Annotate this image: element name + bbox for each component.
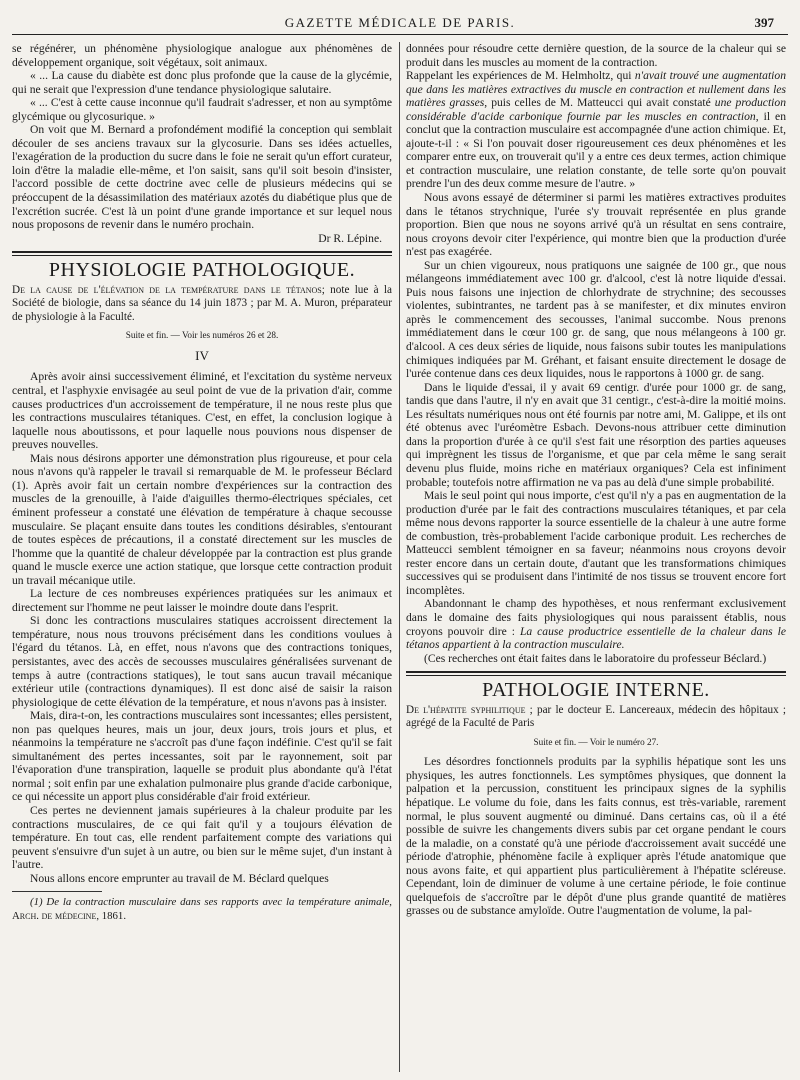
paragraph: Après avoir ainsi successivement éliminé, et l'excitation du système nerveux central, et l'asphyxie envisagée au seul point de vue de la privation d'air, comme causes productrices d'un accroissement de température, il ne nous reste plus que les contractions musculaires tétaniques. C'est, en effet, la conclusion logique à laquelle nous aboutissons, et pour laquelle nous pouvions nous dispenser de preuves nouvelles. [12,370,392,452]
paragraph: Si donc les contractions musculaires statiques accroissent directement la température, nous nous trouvons précisément dans les conditions voulues à l'égard du tétanos. Là, en effet, nous n'avons que des contractions toniques, persistantes, avec des accès de secousses musculaires généralisées survenant de temps à autre (contractions statiques), le tout sans aucun travail mécanique extérieur utile (contractions dynamiques). Il est donc aisé de saisir la raison physiologique de cette élévation de la température, et nous n'avons pas à insister. [12,614,392,709]
paragraph: Nous allons encore emprunter au travail de M. Béclard quelques [30,871,329,885]
continuation-note: Suite et fin. — Voir le numéro 27. [533,736,659,747]
paragraph [406,597,786,651]
paragraph: données pour résoudre cette dernière question, de la source de la chaleur qui se produit dans les muscles au moment de la contraction. [406,42,786,69]
page-number: 397 [754,15,774,30]
paragraph: La lecture de ces nombreuses expériences pratiquées sur les animaux et directement sur l'homme ne peut laisser le moindre doute dans l'esprit. [12,587,392,614]
paragraph: Sur un chien vigoureux, nous pratiquons une saignée de 100 gr., que nous mélangeons immédiatement avec 100 gr. d'alcool, c'est là notre liquide d'essai. Puis nous faisons une injection de chlorhydrate de strychnine; des secousses violentes, subintrantes, ne tardent pas à se manifester, et dix minutes environ après le commencement des secousses, l'animal succombe. Nous prenons immédiatement dans le cœur 100 gr. de sang, que nous mélangeons à 100 gr. d'alcool. A ces deux séries de liquide, nous faisons subir toutes les manipulations chimiques indiquées par M. Gréhant, et faisant ensuite directement le dosage de l'urée contenue dans ces deux liquides, nous le rapportons à 1000 gr. de sang. [406,258,786,381]
section-rule [406,671,786,676]
footnote [12,896,392,923]
footnote-title: (1) De la contraction musculaire dans ses rapports avec la température animale [30,896,390,909]
text-run: , il en conclut que la contraction musculaire est accompagnée d'une action chimique. Et, ajoute-t-il : « Si l'on pouvait doser rigoureusement ces deux phénomènes et les comparer entre eux, on trouverait qu'il y a entre ces deux termes, action chimique et contraction musculaire, une relation constante, de telle sorte qu'on pouvait prendre l'un des deux comme mesure de l'autre. » [406,109,786,191]
paragraph: Mais, dira-t-on, les contractions musculaires sont incessantes; elles persistent, non pas quelques heures, mais un jour, deux jours, trois jours et plus, et néanmoins la température ne s'accroît pas d'une façon indéfinie. C'est qu'il se fait simultanément des pertes incessantes, soit par le rayonnement, soit par l'évaporation d'une transpiration, laquelle se produit plus abondante qu'à l'état normal ; soit enfin par une exhalation pulmonaire plus grande d'acide carbonique, ce qui nécessite un apport plus considérable d'air froid extérieur. [12,709,392,804]
footnote-rule [12,891,102,892]
paragraph: Mais le seul point qui nous importe, c'est qu'il n'y a pas en augmentation de la production d'urée par le fait des contractions musculaires tétaniques, et par cela même nous devons rapporter la source essentielle de la chaleur à une autre forme de combustion, très-probablement l'acide carbonique produit. Les recherches de Matteucci semblent témoigner en sa faveur; néanmoins nous croyons devoir rester encore dans un certain doute, d'autant que les transformations chimiques successives qui se produisent dans l'intimité de nos tissus se trouvent encore fort incomplètes. [406,489,786,597]
article-byline: ; par le docteur E. Lancereaux, médecin des hôpitaux ; agrégé de la Faculté de Paris [406,703,786,730]
text-run: Abandonnant le champ des hypothèses, et nous renfermant exclusivement dans le domaine des faits physiologiques qui nous paraissent établis, nous croyons pouvoir dire : [406,597,786,638]
paragraph: On voit que M. Bernard a profondément modifié la conception qui semblait découler de ses anciens travaux sur la glycosurie. Dans ses idées actuelles, l'exagération de la production du sucre dans le foie ne serait qu'un effort curateur, loin d'être la maladie elle-même, et l'on saisit, sans qu'il soit besoin d'insister, l'accord possible de cette doctrine avec celle de plusieurs médecins qui se préoccupent de la désassimilation des matériaux azotés du diabétique plus que de l'excrétion sucrée. C'est là un point d'une grande importance et sur lequel nous nous proposons de revenir dans le numéro prochain. [12,123,392,232]
left-column [12,42,392,1072]
paragraph: Nous avons essayé de déterminer si parmi les matières extractives produites dans le tétanos strychnique, l'urée s'y trouvait représentée en plus grande proportion. Bien que nous ne soyons arrivé qu'à un résultat en sens contraire, nous croyons devoir citer l'expérience, qui montre bien que la production d'urée n'est pas exagérée. [406,191,786,259]
section-title: PATHOLOGIE INTERNE. [482,679,710,702]
author-signature: Dr R. Lépine. [318,231,382,245]
column-divider [399,42,400,1072]
paragraph [406,69,786,191]
paragraph: Les désordres fonctionnels produits par la syphilis hépatique sont les uns physiques, les autres fonctionnels. Les symptômes physiques, que donnent la palpation et la percussion, constituent les principaux signes de la syphilis hépatique. Le volume du foie, dans les faits connus, est très-variable, rarement normal, le plus souvent augmenté ou diminué. Dans certains cas, où il a été possible de suivre les changements divers subis par cet organe pendant le cours de la maladie, on a constaté qu'à une période d'accroissement avait succédé une période d'atrophie, phénomène facile à expliquer après l'étude anatomique que nous avons faite, et qui appartient plus particulièrement à l'hépatite scléreuse. Cependant, loin de diminuer de volume à une certaine période, le foie continue quelquefois de s'accroître par le dépôt d'une plus grande quantité de matières grasses ou de substance amyloïde. Outre l'augmentation de volume, la pal- [406,755,786,918]
italic-run: n'avait trouvé une augmentation que dans les matières extractives du muscle en contraction et nullement dans les matières grasses [406,69,786,110]
footnote-source: , Arch. de médecine, 1861. [12,896,392,922]
paragraph: (Ces recherches ont était faites dans le laboratoire du professeur Béclard.) [424,651,767,665]
article-title: De la cause de l'élévation de la température dans le tétanos [12,283,322,296]
paragraph: Mais nous désirons apporter une démonstration plus rigoureuse, et pour cela nous n'avons qu'à rappeler le travail si remarquable de M. le professeur Béclard (1). Après avoir fait un certain nombre d'expériences sur la contraction des muscles de la grenouille, à l'aide d'aiguilles thermo-électriques spéciales, cet éminent professeur a constaté une élévation de température à chaque secousse musculaire. Se plaçant ensuite dans toutes les conditions désirables, s'entourant de toutes espèces de précautions, il a constaté directement sur les muscles de l'homme que la quantité de chaleur développée par la contraction est plus grande quand le muscle exerce une action statique, que lorsque cette contraction produit un travail mécanique utile. [12,451,392,587]
right-column [406,42,786,1072]
paragraph: Dans le liquide d'essai, il y avait 69 centigr. d'urée pour 1000 gr. de sang, tandis que dans l'autre, il n'y en avait que 31 centigr., c'est-à-dire la moitié moins. Les résultats numériques nous ont été fournis par notre ami, M. Galippe, et ils ont été obtenus avec l'uréomètre Esbach. Devons-nous attribuer cette diminution dans la proportion d'urée à ce qu'il s'est fait une résorption des parties aqueuses qui imprègnent les tissus de l'organisme, et que par cela même le sang serait devenu plus fluide, moins riche en matériaux organiques? Cela est infiniment probable; toutefois notre affirmation ne va pas au delà d'une simple probabilité. [406,380,786,489]
paragraph: Ces pertes ne deviennent jamais supérieures à la chaleur produite par les contractions musculaires, de ce qui fait qu'il y a toujours élévation de température. En tout cas, elle rendent parfaitement compte des variations qui peuvent s'ensuivre d'un sujet à un autre, ou bien sur le même sujet, d'un instant à l'autre. [12,803,392,872]
quote-paragraph: « ... C'est à cette cause inconnue qu'il faudrait s'adresser, et non au symptôme glycémique ou glycosurique. » [12,96,392,123]
text-run: , puis celles de M. Matteucci qui avait constaté [484,96,715,110]
text-run: Rappelant les expériences de M. Helmholtz, qui [406,69,635,83]
paragraph: se régénérer, un phénomène physiologique analogue aux phénomènes de développement organique, soit végétaux, soit animaux. [12,42,392,69]
article-heading [406,704,786,731]
article-title: De l'hépatite syphilitique [406,703,526,716]
italic-run: La cause productrice essentielle de la chaleur dans le tétanos appartient à la contraction musculaire. [406,624,786,652]
continuation-note: Suite et fin. — Voir les numéros 26 et 28. [125,330,279,341]
section-rule [12,251,392,256]
section-title: PHYSIOLOGIE PATHOLOGIQUE. [48,259,356,282]
quote-paragraph: « ... La cause du diabète est donc plus profonde que la cause de la glycémie, qui ne serait que l'expression d'une tendance physiologique salutaire. [12,69,392,96]
article-heading [12,284,392,325]
journal-title: GAZETTE MÉDICALE DE PARIS. [284,15,516,30]
part-number: IV [195,347,209,363]
article-byline: ; note lue à la Société de biologie, dans sa séance du 14 juin 1873 ; par M. A. Muron, préparateur de physiologie à la Faculté. [12,283,392,323]
running-head [12,12,788,35]
italic-run: une production considérable d'acide carbonique fournie par les muscles en contraction [406,96,786,123]
